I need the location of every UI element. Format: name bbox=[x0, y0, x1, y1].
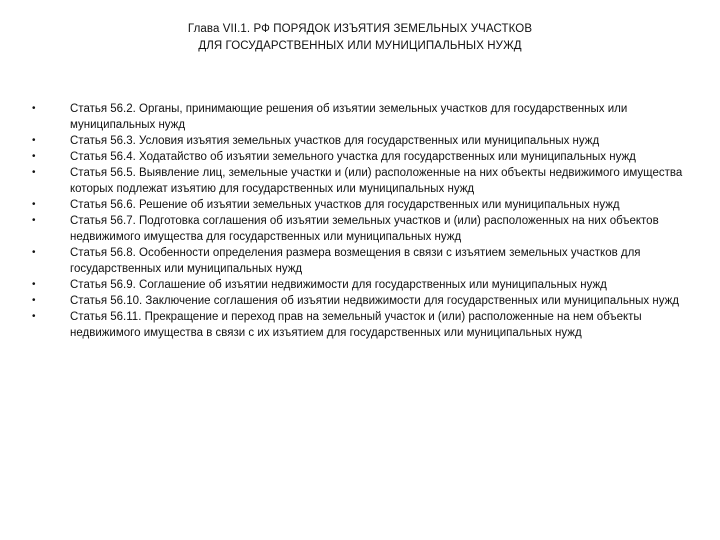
bullet-icon: • bbox=[32, 151, 36, 162]
list-item bbox=[32, 133, 692, 149]
list-item-text: Статья 56.11. Прекращение и переход прав на земельный участок и (или) расположенные на нем объекты недвижимого имущества в связи с их изъятием для государственных или муниципальных нужд bbox=[70, 311, 642, 339]
list-item-text: Статья 56.4. Ходатайство об изъятии земельного участка для государственных или муниципальных нужд bbox=[70, 151, 636, 163]
article-list bbox=[32, 101, 692, 341]
bullet-icon: • bbox=[32, 279, 36, 290]
slide-title-line-1: Глава VII.1. РФ ПОРЯДОК ИЗЪЯТИЯ ЗЕМЕЛЬНЫХ УЧАСТКОВ bbox=[187, 23, 533, 35]
bullet-icon: • bbox=[32, 311, 36, 322]
bullet-icon: • bbox=[32, 103, 36, 114]
list-item-text: Статья 56.7. Подготовка соглашения об изъятии земельных участков и (или) расположенных на них объектов недвижимого имущества для государственных или муниципальных нужд bbox=[70, 215, 659, 243]
list-item bbox=[32, 309, 692, 341]
list-item bbox=[32, 197, 692, 213]
bullet-icon: • bbox=[32, 215, 36, 226]
list-item bbox=[32, 213, 692, 245]
list-item-text: Статья 56.8. Особенности определения размера возмещения в связи с изъятием земельных участков для государственных или муниципальных нужд bbox=[70, 247, 641, 275]
list-item-text: Статья 56.10. Заключение соглашения об изъятии недвижимости для государственных или муниципальных нужд bbox=[70, 295, 680, 307]
list-item bbox=[32, 293, 692, 309]
list-item-text: Статья 56.6. Решение об изъятии земельных участков для государственных или муниципальных нужд bbox=[70, 199, 620, 211]
list-item-text: Статья 56.2. Органы, принимающие решения об изъятии земельных участков для государственных или муниципальных нужд bbox=[70, 103, 628, 131]
list-item bbox=[32, 101, 692, 133]
list-item-text: Статья 56.9. Соглашение об изъятии недвижимости для государственных или муниципальных нужд bbox=[70, 279, 607, 291]
list-item-text: Статья 56.3. Условия изъятия земельных участков для государственных или муниципальных нужд bbox=[70, 135, 600, 147]
slide-title bbox=[120, 21, 600, 55]
list-item-text: Статья 56.5. Выявление лиц, земельные участки и (или) расположенные на них объекты недвижимого имущества которых подлежат изъятию для государственных или муниципальных нужд bbox=[70, 167, 683, 195]
bullet-icon: • bbox=[32, 199, 36, 210]
bullet-icon: • bbox=[32, 247, 36, 258]
list-item bbox=[32, 165, 692, 197]
list-item bbox=[32, 245, 692, 277]
bullet-icon: • bbox=[32, 135, 36, 146]
slide-title-line-2: ДЛЯ ГОСУДАРСТВЕННЫХ ИЛИ МУНИЦИПАЛЬНЫХ НУЖД bbox=[198, 40, 522, 52]
bullet-icon: • bbox=[32, 167, 36, 178]
list-item bbox=[32, 277, 692, 293]
list-item bbox=[32, 149, 692, 165]
bullet-icon: • bbox=[32, 295, 36, 306]
